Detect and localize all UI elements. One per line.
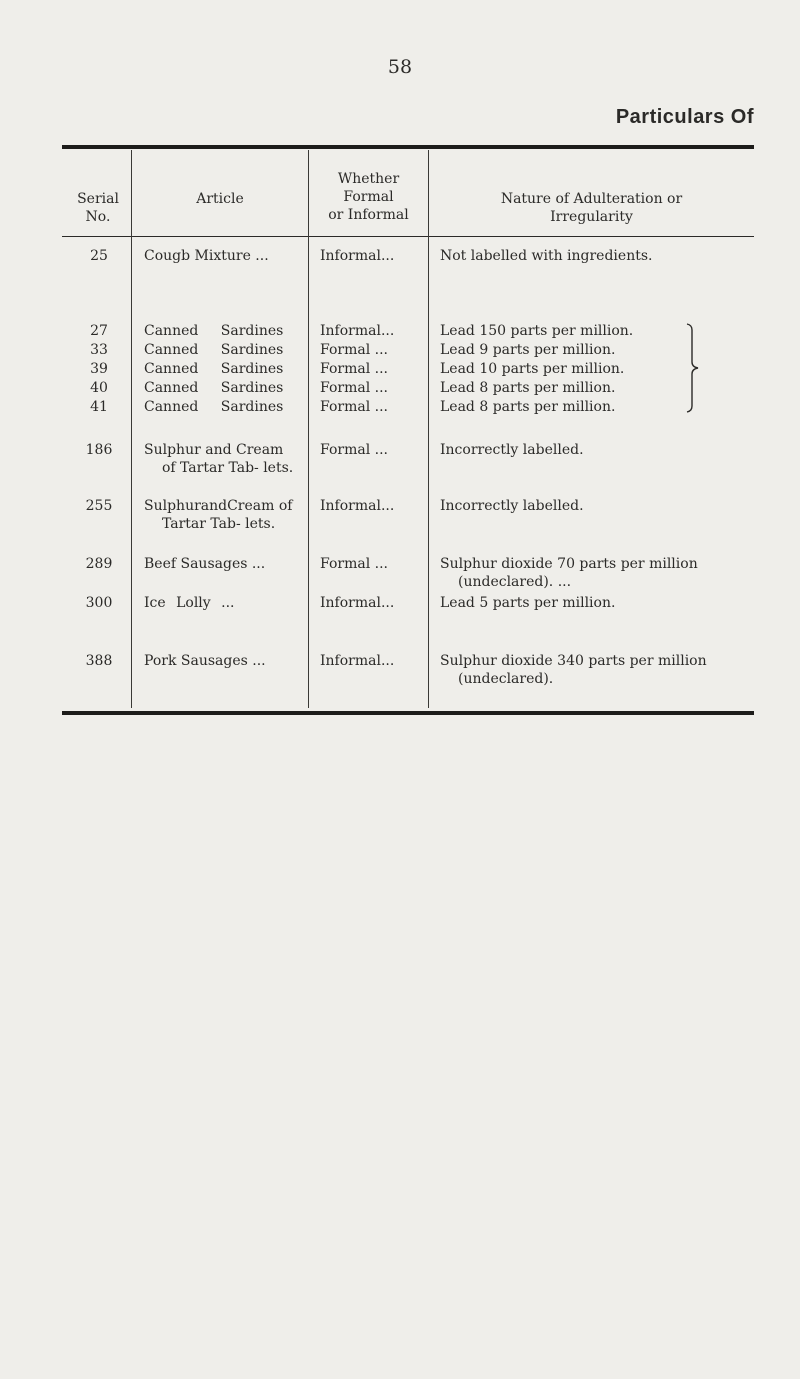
cell-serial: 25 (90, 248, 108, 264)
cell-formal: Formal ... (320, 342, 388, 358)
cell-formal: Formal ... (320, 556, 388, 572)
cell-article: Canned Sardines (144, 399, 284, 415)
cell-article (144, 441, 294, 477)
header-serial (64, 190, 132, 226)
cell-serial: 33 (90, 342, 108, 358)
cell-serial: 186 (85, 442, 113, 458)
cell-nature: Lead 5 parts per million. (440, 595, 616, 611)
cell-nature: Lead 8 parts per million. (440, 380, 616, 396)
cell-article: Canned Sardines (144, 380, 284, 396)
group-brace (678, 322, 702, 414)
cell-formal: Informal... (320, 323, 395, 339)
cell-serial: 388 (85, 653, 113, 669)
cell-serial: 40 (90, 380, 108, 396)
cell-formal: Formal ... (320, 361, 388, 377)
header-serial-line1: Serial (77, 191, 119, 207)
cell-nature-text: Sulphur dioxide 70 parts per million (undeclared). ... (440, 556, 698, 590)
header-formal (309, 170, 428, 224)
cell-article: Cougb Mixture ... (144, 248, 269, 264)
cell-formal: Formal ... (320, 399, 388, 415)
cell-article: Beef Sausages ... (144, 556, 266, 572)
cell-formal: Formal ... (320, 442, 388, 458)
cell-nature: Incorrectly labelled. (440, 498, 584, 514)
cell-nature: Not labelled with ingredients. (440, 248, 653, 264)
cell-serial: 27 (90, 323, 108, 339)
cell-nature (440, 555, 760, 591)
column-divider (308, 150, 309, 708)
cell-serial: 289 (85, 556, 113, 572)
table-top-rule (62, 145, 754, 149)
page-heading: Particulars Of (615, 106, 754, 128)
header-nature-line1: Nature of Adulteration or (500, 191, 683, 207)
cell-article (144, 497, 294, 533)
header-nature-line2: Irregularity (550, 209, 633, 225)
cell-formal: Informal... (320, 248, 395, 264)
cell-formal: Formal ... (320, 380, 388, 396)
cell-formal: Informal... (320, 498, 395, 514)
cell-nature: Lead 8 parts per million. (440, 399, 616, 415)
header-article: Article (196, 191, 244, 207)
page-number: 58 (387, 56, 413, 78)
cell-article: Pork Sausages ... (144, 653, 266, 669)
cell-serial: 41 (90, 399, 108, 415)
header-formal-line1: Whether (337, 171, 400, 187)
cell-formal: Informal... (320, 653, 395, 669)
cell-article: Canned Sardines (144, 342, 284, 358)
table-bottom-rule (62, 711, 754, 715)
column-divider (428, 150, 429, 708)
header-formal-line3: or Informal (328, 207, 409, 223)
header-formal-line2: Formal (343, 189, 394, 205)
cell-nature: Lead 10 parts per million. (440, 361, 625, 377)
cell-serial: 255 (85, 498, 113, 514)
cell-article: Canned Sardines (144, 361, 284, 377)
column-divider (131, 150, 132, 708)
header-serial-line2: No. (85, 209, 111, 225)
cell-article: Ice Lolly ... (144, 595, 235, 611)
cell-nature: Lead 9 parts per million. (440, 342, 616, 358)
cell-nature (440, 652, 760, 688)
cell-serial: 300 (85, 595, 113, 611)
cell-article-text: SulphurandCream of Tartar Tab- lets. (144, 498, 293, 532)
cell-article-text: Sulphur and Cream of Tartar Tab- lets. (144, 442, 294, 476)
cell-nature: Incorrectly labelled. (440, 442, 584, 458)
cell-formal: Informal... (320, 595, 395, 611)
cell-nature-text: Sulphur dioxide 340 parts per million (undeclared). (440, 653, 707, 687)
cell-serial: 39 (90, 361, 108, 377)
table-header-rule (62, 236, 754, 237)
cell-nature: Lead 150 parts per million. (440, 323, 634, 339)
header-nature (429, 190, 754, 226)
cell-article: Canned Sardines (144, 323, 284, 339)
